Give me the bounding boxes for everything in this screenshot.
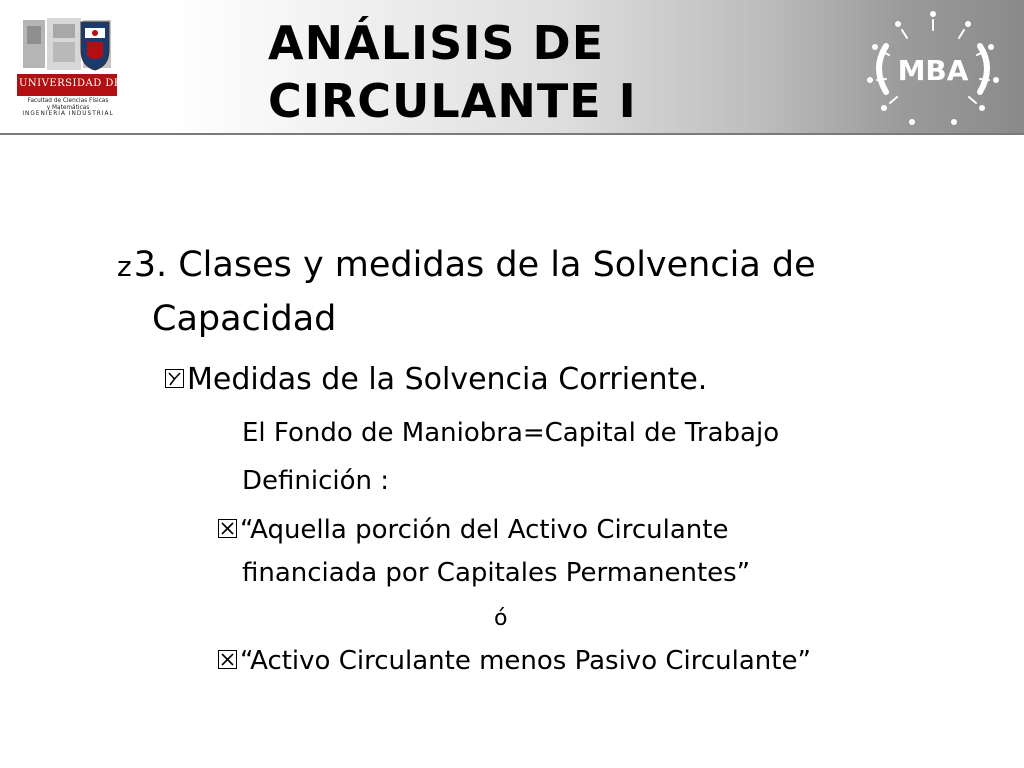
crest-icon <box>17 14 117 74</box>
level1-bullet-item <box>117 243 816 289</box>
institution-name: UNIVERSIDAD DE CHILE <box>19 78 163 89</box>
mba-logo <box>858 2 1008 132</box>
level1-text-line-1: 3. Clases y medidas de la Solvencia de <box>133 245 816 285</box>
title-line-1: ANÁLISIS DE <box>268 16 605 70</box>
quote1-text-line-1: “Aquella porción del Activo Circulante <box>240 515 729 545</box>
level3-text-definicion: Definición : <box>242 466 390 496</box>
level1-text-line-2: Capacidad <box>152 299 337 339</box>
title-line-2: CIRCULANTE I <box>268 74 637 128</box>
header-divider <box>0 133 1024 135</box>
faculty-line-2: y Matemáticas <box>46 104 90 111</box>
faculty-line-3: INGENIERÍA INDUSTRIAL <box>22 111 114 118</box>
quote1-bullet-item <box>218 513 728 547</box>
quote1-text-line-2: financiada por Capitales Permanentes” <box>242 558 751 588</box>
checkbox-x-bullet-icon <box>218 519 237 538</box>
quote2-bullet-item <box>218 644 811 678</box>
checkbox-y-bullet-icon <box>165 369 184 388</box>
slide-title <box>268 14 637 130</box>
slide-header <box>0 0 1024 135</box>
checkbox-x-bullet-icon <box>218 650 237 669</box>
faculty-text <box>19 98 117 118</box>
institution-banner <box>17 74 163 96</box>
level3-text-fondo-maniobra: El Fondo de Maniobra=Capital de Trabajo <box>242 418 780 448</box>
universidad-de-chile-logo <box>17 14 163 118</box>
faculty-line-1: Facultad de Ciencias Físicas <box>27 98 109 104</box>
mba-text: MBA <box>897 54 969 87</box>
level2-text: Medidas de la Solvencia Corriente. <box>187 362 708 397</box>
level1-bullet-icon: z <box>117 250 132 283</box>
quote2-text: “Activo Circulante menos Pasivo Circulante” <box>240 646 811 676</box>
separator-text: ó <box>494 606 508 631</box>
level2-bullet-item <box>165 360 707 400</box>
